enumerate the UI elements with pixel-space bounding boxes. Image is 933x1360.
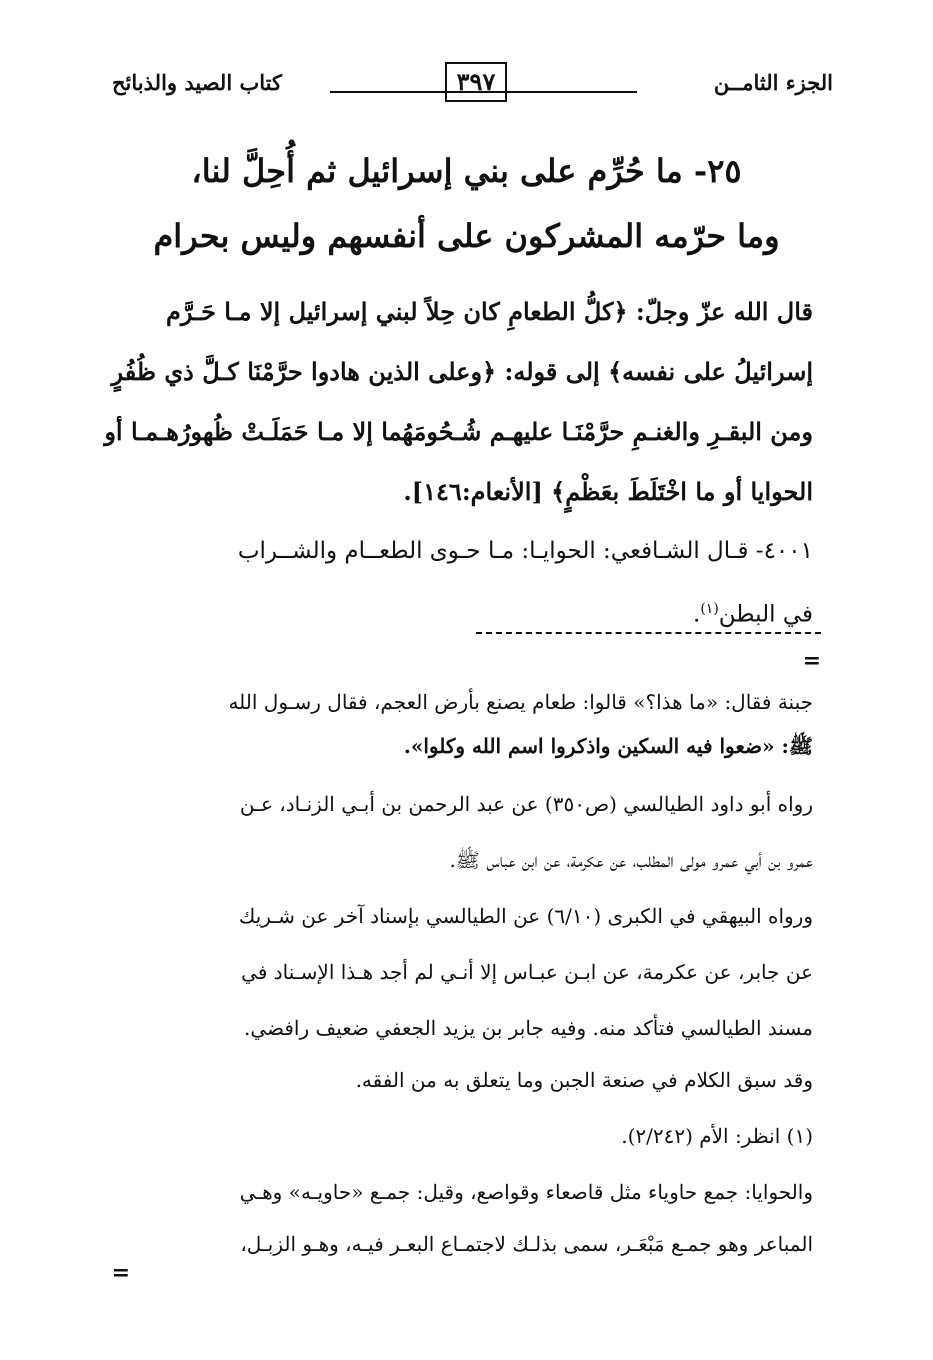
hadith-line-2 — [113, 580, 813, 644]
verse-line-3: ومن البقـرِ والغنـمِ حرَّمْنَـا عليهـم شُـحُومَهُما إلا مـا حَمَلَـتْ ظُهورُهـمـا أو — [104, 417, 813, 446]
footnote-para1-line-2: عمرو بن أبي عمرو مولى المطلب، عن عكرمة، عن ابن عباس ﷺ. — [449, 848, 813, 872]
page-number-box: ٣٩٧ — [445, 62, 507, 102]
footnote-separator — [476, 632, 821, 634]
footnote-1: (١) انظر: الأم (٢/٢٤٢). — [621, 1124, 813, 1148]
header-rule-left — [330, 91, 445, 93]
footnote-carry-line-2: ﷺ: «ضعوا فيه السكين واذكروا اسم الله وكلوا». — [403, 734, 813, 758]
footnote-para2-line-2: عن جابر، عن عكرمة، عن ابـن عبـاس إلا أنـي لم أجد هـذا الإسـناد في — [241, 960, 813, 984]
hadith-line-2-end: . — [693, 601, 701, 628]
footnote-gloss-line-2: المباعر وهو جمـع مَبْعَـر، سمى بذلـك لاجتمـاع البعـر فيـه، وهـو الزبـل، — [240, 1232, 813, 1256]
continuation-mark-top: = — [802, 648, 821, 674]
chapter-title-line-2: وما حرّمه المشركون على أنفسهم وليس بحرام — [153, 217, 780, 255]
footnote-gloss-line-1: والحوايا: جمع حاوياء مثل قاصعاء وقواصع، وقيل: جمـع «حاويـه» وهـي — [239, 1180, 813, 1204]
footnote-para2-line-3: مسند الطيالسي فتأكد منه. وفيه جابر بن يزيد الجعفي ضعيف رافضي. — [244, 1016, 813, 1040]
verse-line-2: إسرائيلُ على نفسه﴾ إلى قوله: ﴿وعلى الذين هادوا حرَّمْنَا كـلَّ ذي ظُفُرٍ — [111, 357, 813, 386]
running-header-volume: الجزء الثامــن — [713, 70, 833, 95]
verse-line-4: الحوايا أو ما اخْتَلَطَ بعَظْمٍ﴾ [الأنعام:١٤٦]. — [403, 477, 813, 506]
continuation-mark-bottom: = — [111, 1260, 130, 1286]
chapter-title-line-1: ٢٥- ما حُرِّم على بني إسرائيل ثم أُحِلَّ لنا، — [191, 152, 742, 190]
verse-line-1: قال الله عزّ وجلّ: ﴿كلُّ الطعامِ كان حِلاً لبني إسرائيل إلا مـا حَـرَّم — [165, 297, 813, 326]
hadith-line-2-text: في البطن — [718, 601, 813, 628]
running-header-book: كتاب الصيد والذبائح — [112, 70, 282, 95]
footnote-carry-line-1: جبنة فقال: «ما هذا؟» قالوا: طعام يصنع بأرض العجم، فقال رسـول الله — [228, 690, 813, 714]
footnote-para1-line-1: رواه أبو داود الطيالسي (ص٣٥٠) عن عبد الرحمن بن أبـي الزنـاد، عـن — [239, 792, 813, 816]
footnote-para2-line-1: ورواه البيهقي في الكبرى (٦/١٠) عن الطيالسي بإسناد آخر عن شـريك — [238, 904, 813, 928]
footnote-para3: وقد سبق الكلام في صنعة الجبن وما يتعلق به من الفقه. — [355, 1068, 813, 1092]
footnote-reference: (١) — [700, 601, 719, 617]
hadith-line-1: ٤٠٠١- قـال الشـافعي: الحوايـا: مـا حـوى الطعــام والشــراب — [237, 538, 813, 564]
